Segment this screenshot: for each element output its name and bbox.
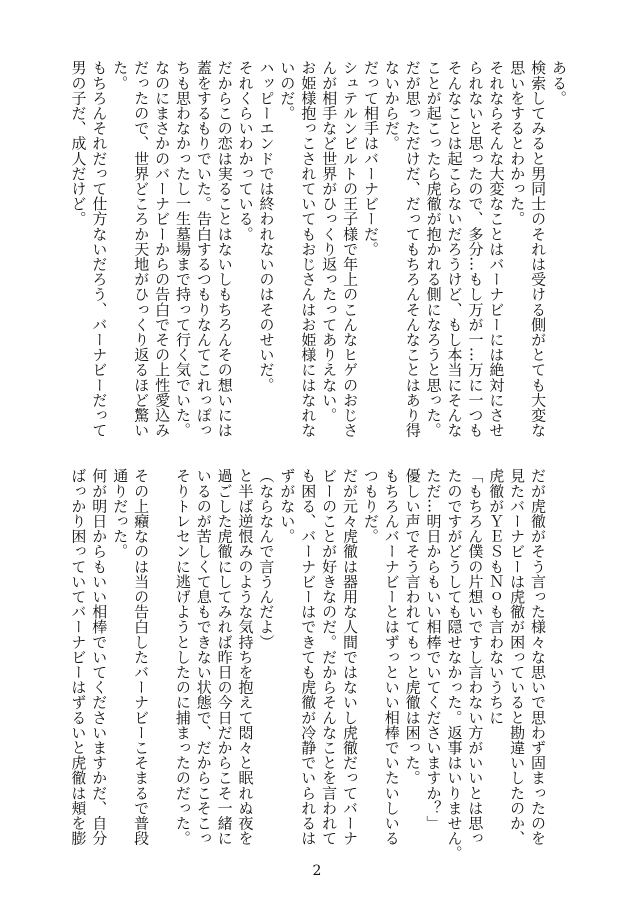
text-line: 「もちろん僕の片想いですし言わない方がいいとは思っ bbox=[466, 468, 485, 846]
text-line: たのですがどうしても隠せなかった。返事はいりません。 bbox=[445, 468, 464, 861]
text-line: それくらいわかっている。 bbox=[236, 60, 255, 242]
text-line: なのにまさかのバーナビーからの告白でその上性愛込み bbox=[153, 60, 172, 438]
text-line: と半ば逆恨みのような気持ちを抱えて悶々と眠れぬ夜を bbox=[236, 468, 255, 846]
text-line: 見たバーナビーは虎徹が困っていると勘違いしたのか、 bbox=[508, 468, 527, 846]
text-line: んが相手など世界がひっくり返ったってありえない。 bbox=[320, 60, 339, 423]
text-line: 男の子だ、成人だけど。 bbox=[69, 60, 88, 227]
text-line: ただ…明日からもいい相棒でいてくださいますか？」 bbox=[424, 468, 443, 831]
text-line: ハッピーエンドでは終われないのはそのせいだ。 bbox=[257, 60, 276, 393]
text-line: ある。 bbox=[550, 60, 568, 106]
text-line: そんなことは起こらないだろうけど、もし本当にそんな bbox=[445, 60, 464, 438]
text-line: ずがない。 bbox=[278, 468, 297, 544]
text-line: ビーのことが好きなのだ。だからそんなことを言われて bbox=[320, 468, 339, 846]
text-line: 虎徹がＹＥＳもＮｏも言わないうちに bbox=[487, 468, 506, 725]
text-line: 過ごした虎徹にしてみれば昨日の今日だからこそ一緒に bbox=[215, 468, 234, 846]
text-line: 何が明日からもいい相棒でいてくださいますかだ、自分 bbox=[90, 468, 109, 846]
text-line: だからこの恋は実ることはないしもちろんその想いには bbox=[215, 60, 234, 438]
text-line: 検索してみると男同士のそれは受ける側がとても大変な bbox=[529, 60, 548, 438]
text-line: ちも思わなかったし一生墓場まで持って行く気でいた。 bbox=[173, 60, 192, 438]
text-line: （ならなんで言うんだよ） bbox=[257, 468, 276, 650]
text-line: もちろんそれだって仕方ないだろう、バーナビーだって bbox=[90, 60, 109, 438]
text-line: もちろんバーナビーとはずっといい相棒でいたいしいる bbox=[382, 468, 401, 846]
text-line: それならそんな大変なことはバーナビーには絶対にさせ bbox=[487, 60, 506, 438]
blank-line bbox=[151, 468, 172, 860]
text-line: ことが起こったら虎徹が抱かれる側になろうと思った。 bbox=[424, 60, 443, 438]
text-line: ないからだ。 bbox=[382, 60, 401, 151]
text-line: だが元々虎徹は器用な人間ではないし虎徹だってバーナ bbox=[340, 468, 359, 846]
text-line: 蓋をするもりでいた。告白するつもりなんてこれっぽっ bbox=[194, 60, 213, 438]
text-line: も困る、バーナビーはできても虎徹が冷静でいられるは bbox=[299, 468, 318, 846]
text-line: だが思っただけだ、だってもちろんそんなことはあり得 bbox=[403, 60, 422, 438]
text-line: シュテルンビルトの王子様で年上のこんなヒゲのおじさ bbox=[341, 60, 360, 438]
page-number: 2 bbox=[312, 863, 322, 879]
text-line: そりトレセンに逃げようとしたのに捕まったのだった。 bbox=[173, 468, 192, 846]
text-line: いるのが苦しくて息もできない状態で、だからこそこっ bbox=[194, 468, 213, 846]
text-line: た。 bbox=[111, 60, 130, 91]
text-line: だって相手はバーナビーだ。 bbox=[361, 60, 380, 257]
text-line: お姫様抱っこされていてもおじさんはお姫様にはなれな bbox=[299, 60, 318, 438]
text-line: いのだ。 bbox=[278, 60, 297, 121]
text-line: 通りだった。 bbox=[111, 468, 130, 559]
text-line: られないと思ったので、多分…もし万が一…万に一つも bbox=[466, 60, 485, 438]
text-line: 思いをするとわかった。 bbox=[508, 60, 527, 227]
text-line: だったので、世界どころか天地がひっくり返るほど驚い bbox=[132, 60, 151, 438]
text-line: 優しい声でそう言われてもっと虎徹は困った。 bbox=[403, 468, 422, 786]
upper-text-block bbox=[68, 60, 569, 452]
text-line: つもりだ。 bbox=[361, 468, 380, 544]
text-line: その上癪なのは当の告白したバーナビーこそまるで普段 bbox=[132, 468, 151, 846]
lower-text-block bbox=[68, 468, 548, 860]
text-line: ばっかり困っていてバーナビーはずるいと虎徹は頬を膨 bbox=[69, 468, 88, 846]
text-line: だが虎徹がそう言った様々な思いで思わず固まったのを bbox=[529, 468, 547, 846]
